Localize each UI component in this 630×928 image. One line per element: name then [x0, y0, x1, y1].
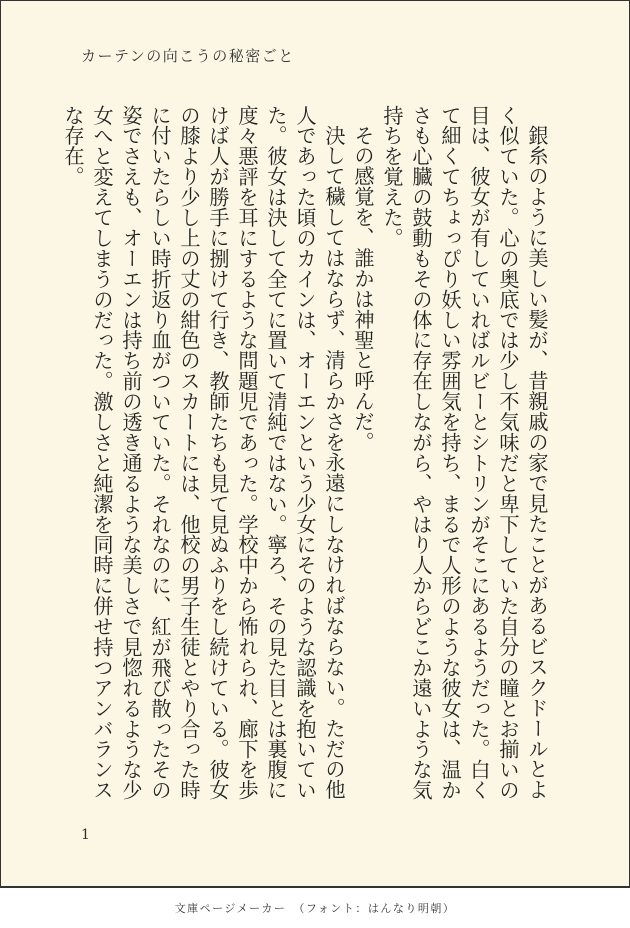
paragraph-1: 銀糸のように美しい髪が、昔親戚の家で見たことがあるビスクドールとよく似ていた。心の奥底では少し不気味だと卑下していた自分の瞳とお揃いの目は、彼女が有していればルビーとシトリンがそこにあるようだった。白くて細くてちょっぴり妖しい雰囲気を持ち、まるで人形のような彼女は、温かさも心臓の鼓動もその体に存在しながら、やはり人からどこか遠いような気持ちを覚えた。: [380, 105, 549, 801]
paragraph-3: 決して穢してはならず、清らかさを永遠にしなければならない。ただの他人であった頃のカインは、オーエンという少女にそのような認識を抱いていた。彼女は決して全てに置いて清純ではない。寧ろ、その見た目とは裏腹に度々悪評を耳にするような問題児であった。学校中から怖れられ、廊下を歩けば人が勝手に捌けて行き、教師たちも見て見ぬふりをし続けている。彼女の膝より少し上の丈の紺色のスカートには、他校の男子生徒とやり合った時に付いたらしい時折返り血がついていた。それなのに、紅が飛び散ったその姿でさえも、オーエンは持ち前の透き通るような美しさで見惚れるような少女へと変えてしまうのだった。激しさと純潔を同時に併せ持つアンバランスな存在。: [61, 105, 346, 801]
running-header: カーテンの向こうの秘密ごと: [81, 47, 295, 65]
vertical-body-text: [58, 105, 551, 805]
paragraph-2: その感覚を、誰かは神聖と呼んだ。: [351, 125, 375, 453]
generator-credit: 文庫ページメーカー （フォント：はんなり明朝）: [174, 902, 456, 915]
page-number: 1: [81, 827, 90, 843]
